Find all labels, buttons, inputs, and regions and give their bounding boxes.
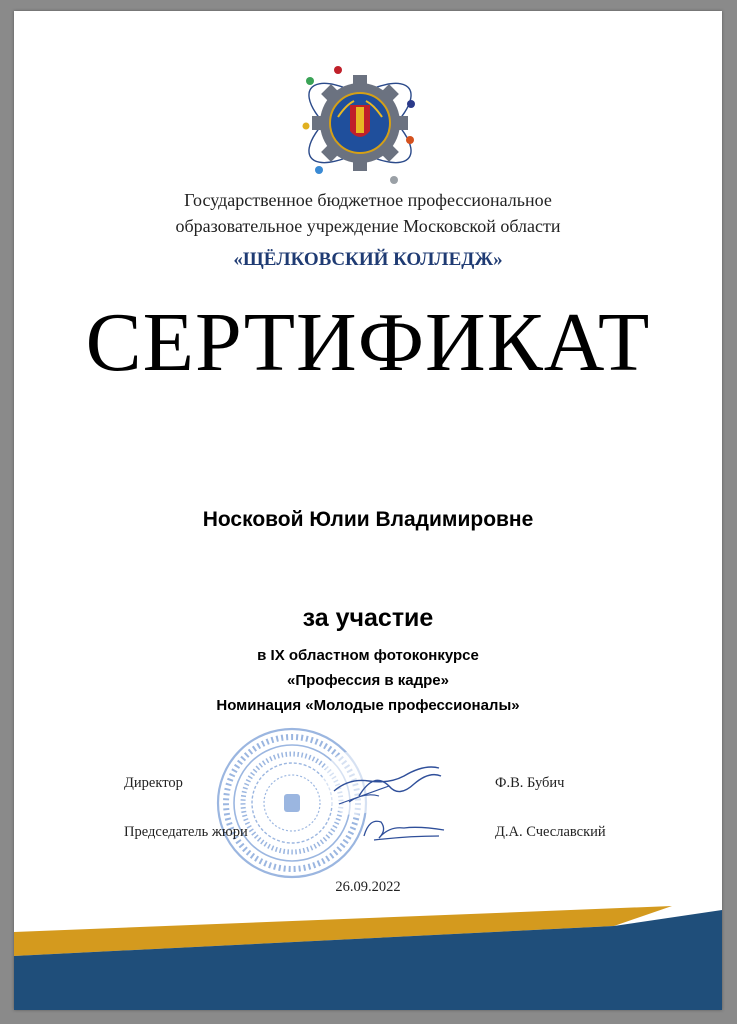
college-logo-icon bbox=[296, 58, 424, 188]
decorative-footer-band bbox=[14, 904, 722, 1010]
organization-line-1: Государственное бюджетное профессиональное bbox=[184, 190, 552, 210]
director-name: Ф.В. Бубич bbox=[495, 775, 565, 791]
recipient-name: Носковой Юлии Владимировне bbox=[202, 508, 534, 531]
director-label: Директор bbox=[124, 775, 183, 791]
issue-date: 26.09.2022 bbox=[335, 879, 401, 895]
contest-line: в IX областном фотоконкурсе bbox=[257, 647, 479, 664]
jury-chair-label: Председатель жюри bbox=[124, 824, 248, 840]
signatures-icon bbox=[329, 756, 449, 846]
organization-line-2: образовательное учреждение Московской области bbox=[175, 216, 561, 236]
jury-chair-name: Д.А. Счеславский bbox=[495, 824, 606, 840]
contest-name: «Профессия в кадре» bbox=[287, 672, 449, 689]
certificate-page bbox=[14, 11, 722, 1010]
nomination-line: Номинация «Молодые профессионалы» bbox=[216, 697, 520, 714]
award-reason: за участие bbox=[302, 604, 434, 632]
college-name: «ЩЁЛКОВСКИЙ КОЛЛЕДЖ» bbox=[233, 249, 503, 270]
certificate-title: СЕРТИФИКАТ bbox=[85, 296, 651, 389]
